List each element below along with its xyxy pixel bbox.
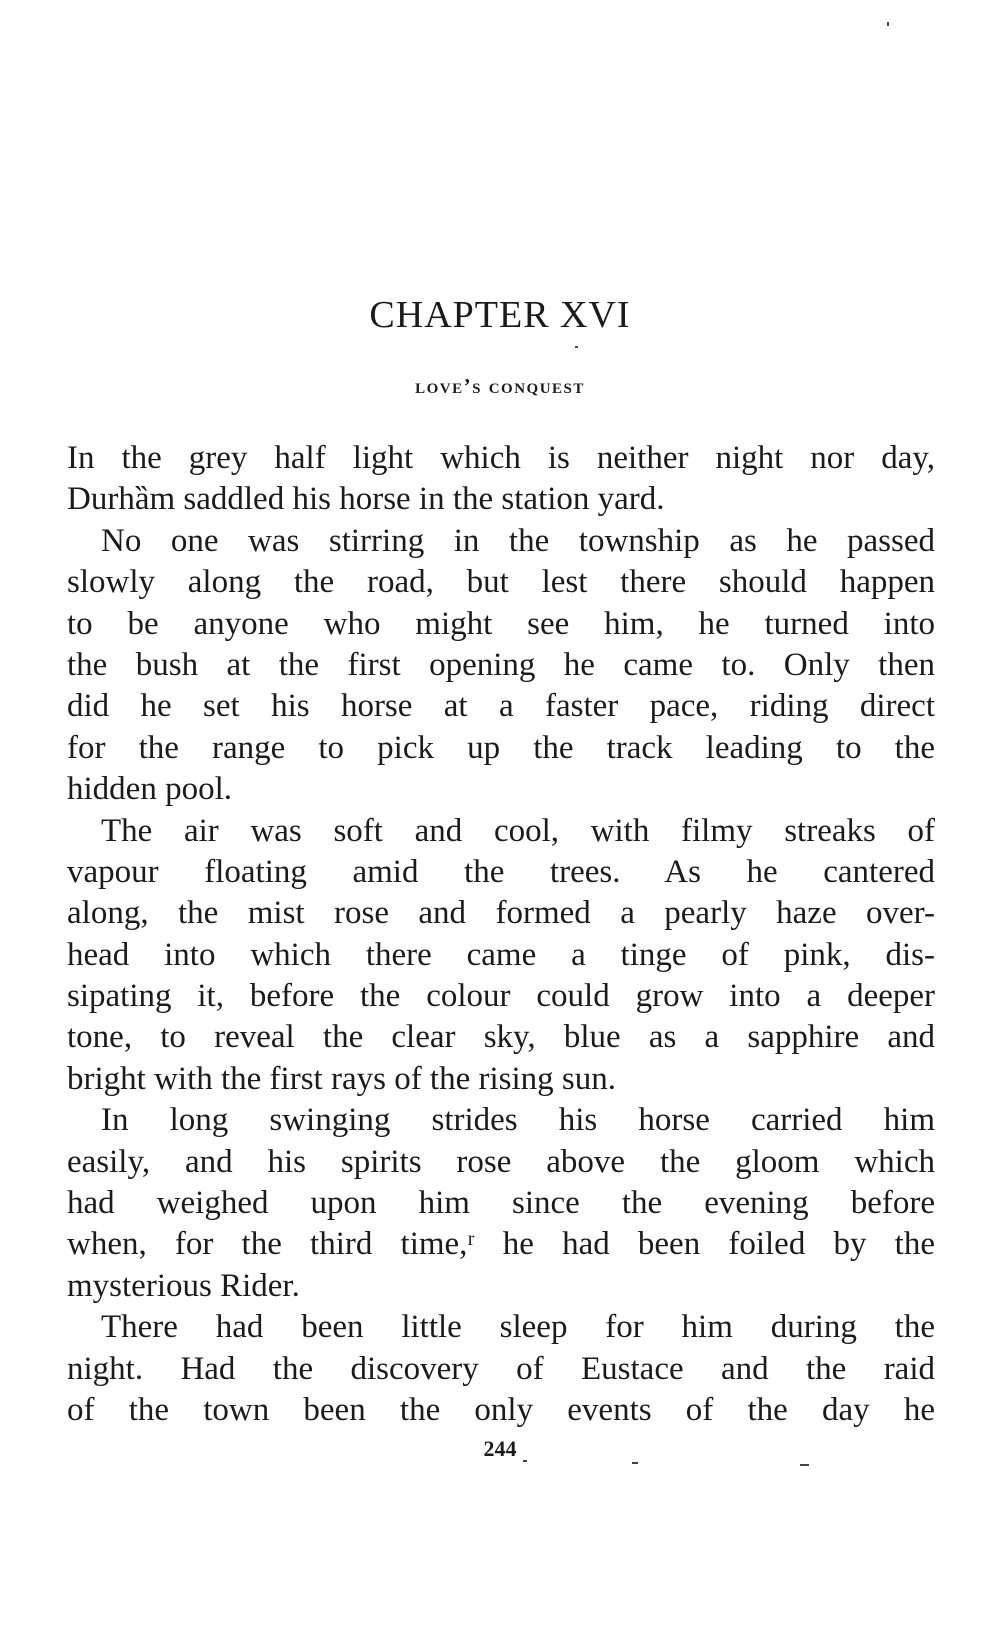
page-number: 244 [483, 1436, 517, 1461]
text-line: easily, and his spirits rose above the gloom which [67, 1143, 935, 1180]
text-line: There had been little sleep for him during the [101, 1309, 935, 1346]
chapter-heading: CHAPTER XVI [369, 294, 631, 336]
print-speck [887, 22, 889, 26]
text-line: mysterious Rider. [67, 1267, 300, 1304]
text-line: to be anyone who might see him, he turned into [67, 605, 935, 642]
text-line: sipating it, before the colour could grow into a deeper [67, 978, 935, 1015]
text-line: did he set his horse at a faster pace, riding direct [67, 688, 935, 725]
print-speck [575, 346, 578, 348]
text-line: The air was soft and cool, with filmy streaks of [101, 812, 935, 849]
text-line: hidden pool. [67, 771, 232, 808]
print-speck [632, 1462, 638, 1464]
text-line: the bush at the first opening he came to. Only then [67, 646, 935, 683]
text-line: vapour floating amid the trees. As he cantered [67, 853, 935, 890]
chapter-title: love’s conquest [415, 374, 585, 398]
text-line: In the grey half light which is neither night nor day, [67, 440, 935, 476]
print-speck [523, 1460, 527, 1462]
text-line: head into which there came a tinge of pink, dis- [67, 936, 935, 973]
text-line: In long swinging strides his horse carried him [101, 1102, 935, 1139]
text-line: No one was stirring in the township as he passed [101, 522, 935, 559]
text-line: tone, to reveal the clear sky, blue as a sapphire and [67, 1019, 935, 1056]
text-line: along, the mist rose and formed a pearly haze over- [67, 895, 935, 932]
text-line: of the town been the only events of the day he [67, 1391, 935, 1428]
text-line: for the range to pick up the track leading to the [67, 729, 935, 766]
body-text [67, 438, 935, 1431]
text-line: when, for the third time,ʳ he had been foiled by the [67, 1226, 935, 1263]
text-line: Durhȁm saddled his horse in the station yard. [67, 481, 665, 518]
text-line: bright with the first rays of the rising sun. [67, 1060, 617, 1097]
print-speck [800, 1464, 809, 1466]
text-line: had weighed upon him since the evening before [67, 1185, 935, 1222]
text-line: slowly along the road, but lest there should happen [67, 564, 935, 601]
text-line: night. Had the discovery of Eustace and the raid [67, 1350, 935, 1387]
